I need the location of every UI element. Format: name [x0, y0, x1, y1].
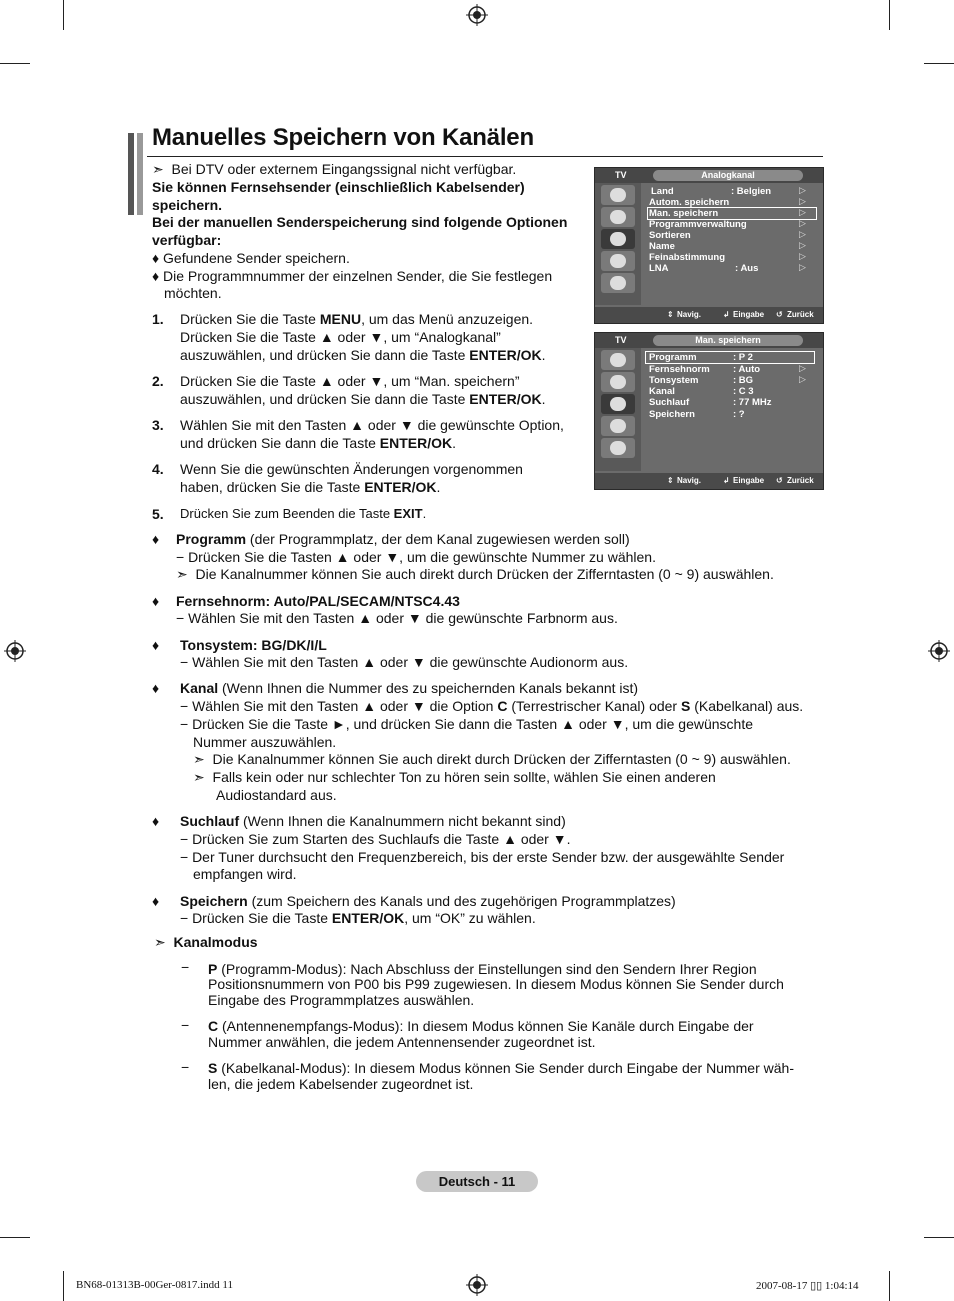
back-label: Zurück [787, 310, 814, 319]
crop-mark [0, 1237, 30, 1238]
step1-line1: Drücken Sie die Taste MENU, um das Menü anzuzeigen. [180, 311, 534, 327]
osd-value-fernsehnorm: : Auto [733, 364, 761, 375]
intro-bullet1: ♦ Gefundene Sender speichern. [152, 250, 350, 266]
option-kanal-desc2a: − Drücken Sie die Taste ►, und drücken Sie dann die Tasten ▲ oder ▼, um die gewünschte [180, 716, 753, 732]
crop-mark [924, 63, 954, 64]
page-number-badge: Deutsch - 11 [416, 1171, 538, 1192]
kanalmodus-p-line1: P (Programm-Modus): Nach Abschluss der Einstellungen sind den Sendern Ihrer Region [208, 961, 757, 977]
page-title: Manuelles Speichern von Kanälen [152, 124, 534, 151]
step2-number: 2. [152, 373, 164, 389]
crop-mark [889, 1271, 890, 1301]
osd-item-fernsehnorm[interactable]: Fernsehnorm [649, 364, 710, 375]
registration-mark-icon [466, 4, 488, 26]
title-rule [147, 156, 823, 157]
kanalmodus-s-line1: S (Kabelkanal-Modus): In diesem Modus können Sie Sender durch Eingabe der Nummer wäh- [208, 1060, 794, 1076]
osd-item-land[interactable]: Land [651, 186, 674, 197]
osd-footer [595, 307, 823, 323]
osd-value-kanal: : C 3 [733, 386, 754, 397]
osd-value-suchlauf: : 77 MHz [733, 397, 772, 408]
registration-mark-icon [4, 640, 26, 662]
kanalmodus-s-line2: len, die jedem Kabelsender zugeordnet ist. [208, 1076, 474, 1092]
step1-line3: auszuwählen, und drücken Sie dann die Taste ENTER/OK. [180, 347, 546, 363]
osd-value-speichern: : ? [733, 409, 745, 420]
dash-icon: − [181, 1017, 190, 1033]
setup-menu-icon[interactable] [601, 416, 635, 436]
step3-number: 3. [152, 417, 164, 433]
option-kanal-desc1: − Wählen Sie mit den Tasten ▲ oder ▼ die Option C (Terrestrischer Kanal) oder S (Kabelkanal) aus. [180, 698, 804, 714]
back-icon: ↺ [776, 476, 783, 485]
chevron-right-icon: ▷ [799, 218, 806, 228]
option-tonsystem-desc1: − Wählen Sie mit den Tasten ▲ oder ▼ die gewünschte Audionorm aus. [180, 654, 629, 670]
bullet-icon: ♦ [152, 637, 160, 653]
osd-item-sortieren[interactable]: Sortieren [649, 230, 691, 241]
option-kanal-note2a: ➣ Falls kein oder nur schlechter Ton zu hören sein sollte, wählen Sie einen anderen [193, 769, 716, 785]
step4-number: 4. [152, 461, 164, 477]
osd-source: TV [615, 335, 627, 345]
step2-line2: auszuwählen, und drücken Sie dann die Taste ENTER/OK. [180, 391, 546, 407]
option-kanal-note2b: Audiostandard aus. [216, 787, 337, 803]
navig-label: Navig. [677, 310, 702, 319]
osd-value-land: : Belgien [731, 186, 772, 197]
kanalmodus-c-line2: Nummer anwählen, die jedem Antennensender zugeordnet ist. [208, 1034, 596, 1050]
intro-bold1b: speichern. [152, 197, 223, 213]
osd-value-lna: : Aus [735, 263, 759, 274]
chevron-right-icon: ▷ [799, 185, 806, 195]
bullet-icon: ♦ [152, 531, 160, 547]
navig-icon: ⇕ [667, 476, 674, 485]
navig-label: Navig. [677, 476, 702, 485]
dash-icon: − [181, 959, 190, 975]
chevron-right-icon: ▷ [799, 251, 806, 261]
title-bar-light [137, 133, 143, 215]
chevron-right-icon: ▷ [799, 229, 806, 239]
dash-icon: − [181, 1059, 190, 1075]
step3-line2: und drücken Sie dann die Taste ENTER/OK. [180, 435, 457, 451]
navig-icon: ⇕ [667, 310, 674, 319]
crop-mark [63, 1271, 64, 1301]
registration-mark-icon [928, 640, 950, 662]
setup-menu-icon[interactable] [601, 251, 635, 271]
back-label: Zurück [787, 476, 814, 485]
crop-mark [924, 1237, 954, 1238]
option-fernsehnorm-desc1: − Wählen Sie mit den Tasten ▲ oder ▼ die gewünschte Farbnorm aus. [176, 610, 618, 626]
kanalmodus-p-line3: Eingabe des Programmplatzes auswählen. [208, 992, 475, 1008]
step4-line2: haben, drücken Sie die Taste ENTER/OK. [180, 479, 441, 495]
intro-bold2a: Bei der manuellen Senderspeicherung sind folgende Optionen [152, 214, 568, 230]
bullet-icon: ♦ [152, 680, 160, 696]
option-suchlauf-desc2b: empfangen wird. [193, 866, 297, 882]
enter-icon: ↲ [723, 476, 730, 485]
chevron-right-icon: ▷ [799, 363, 806, 373]
osd-item-feinabstimmung[interactable]: Feinabstimmung [649, 252, 726, 263]
osd-item-autom-speichern[interactable]: Autom. speichern [649, 197, 730, 208]
crop-mark [0, 63, 30, 64]
enter-label: Eingabe [733, 476, 765, 485]
bullet-icon: ♦ [152, 893, 160, 909]
footer-timestamp: 2007-08-17 ▯▯ 1:04:14 [756, 1280, 859, 1292]
title-bar-dark [128, 133, 134, 215]
osd-value-tonsystem: : BG [733, 375, 754, 386]
osd-title: Analogkanal [653, 170, 803, 181]
intro-note: ➣ Bei DTV oder externem Eingangssignal nicht verfügbar. [152, 161, 517, 177]
note-arrow-icon: ➣ [193, 751, 205, 767]
osd-side-menu [595, 183, 641, 305]
step5-line1: Drücken Sie zum Beenden die Taste EXIT. [180, 506, 427, 521]
osd-source: TV [615, 170, 627, 180]
option-speichern-desc1: − Drücken Sie die Taste ENTER/OK, um “OK” zu wählen. [180, 910, 536, 926]
picture-menu-icon[interactable] [601, 185, 635, 205]
intro-bold1a: Sie können Fernsehsender (einschließlich Kabelsender) [152, 179, 525, 195]
step2-line1: Drücken Sie die Taste ▲ oder ▼, um “Man. speichern” [180, 373, 520, 389]
registration-mark-icon [466, 1274, 488, 1296]
step1-line2: Drücken Sie die Taste ▲ oder ▼, um “Analogkanal” [180, 329, 501, 345]
kanalmodus-p-line2: Positionsnummern von P00 bis P99 zugewiesen. In diesem Modus können Sie Sender durch [208, 976, 784, 992]
channel-menu-icon[interactable] [601, 229, 635, 249]
step5-number: 5. [152, 506, 164, 522]
enter-label: Eingabe [733, 310, 765, 319]
crop-mark [63, 0, 64, 30]
crop-mark [889, 0, 890, 30]
chevron-right-icon: ▷ [799, 374, 806, 384]
osd-analogkanal [594, 167, 824, 324]
osd-item-man-speichern[interactable]: Man. speichern [649, 208, 719, 219]
option-tonsystem: Tonsystem: BG/DK/I/L [180, 637, 327, 653]
option-programm-note: ➣ Die Kanalnummer können Sie auch direkt durch Drücken der Zifferntasten (0 ~ 9) auswählen. [176, 566, 774, 582]
picture-menu-icon[interactable] [601, 350, 635, 370]
sound-menu-icon[interactable] [601, 207, 635, 227]
osd-item-lna[interactable]: LNA [649, 263, 669, 274]
intro-bold2b: verfügbar: [152, 232, 222, 248]
osd-value-programm: : P 2 [733, 352, 753, 363]
option-programm-desc1: − Drücken Sie die Tasten ▲ oder ▼, um die gewünschte Nummer zu wählen. [176, 549, 656, 565]
chevron-right-icon: ▷ [799, 240, 806, 250]
option-kanal-desc2b: Nummer auszuwählen. [193, 734, 337, 750]
osd-man-speichern [594, 332, 824, 490]
note-arrow-icon: ➣ [176, 566, 188, 582]
option-suchlauf-desc1: − Drücken Sie zum Starten des Suchlaufs die Taste ▲ oder ▼. [180, 831, 571, 847]
osd-side-menu [595, 348, 641, 471]
osd-item-programm[interactable]: Programm [649, 352, 697, 363]
osd-item-speichern[interactable]: Speichern [649, 409, 695, 420]
step4-line1: Wenn Sie die gewünschten Änderungen vorgenommen [180, 461, 523, 477]
note-arrow-icon: ➣ [193, 769, 205, 785]
osd-item-suchlauf[interactable]: Suchlauf [649, 397, 690, 408]
option-suchlauf: Suchlauf (Wenn Ihnen die Kanalnummern nicht bekannt sind) [180, 813, 566, 829]
footer-filename: BN68-01313B-00Ger-0817.indd 11 [76, 1279, 234, 1291]
osd-item-name[interactable]: Name [649, 241, 675, 252]
bullet-icon: ♦ [152, 593, 160, 609]
kanalmodus-heading: ➣ Kanalmodus [154, 934, 258, 950]
osd-title: Man. speichern [653, 335, 803, 346]
step1-number: 1. [152, 311, 164, 327]
sound-menu-icon[interactable] [601, 372, 635, 392]
chevron-right-icon: ▷ [799, 196, 806, 206]
chevron-right-icon: ▷ [799, 262, 806, 272]
option-fernsehnorm: Fernsehnorm: Auto/PAL/SECAM/NTSC4.43 [176, 593, 460, 609]
step3-line1: Wählen Sie mit den Tasten ▲ oder ▼ die gewünschte Option, [180, 417, 564, 433]
option-kanal-note1: ➣ Die Kanalnummer können Sie auch direkt durch Drücken der Zifferntasten (0 ~ 9) auswählen. [193, 751, 791, 767]
osd-footer [595, 473, 823, 489]
osd-item-programmverwaltung[interactable]: Programmverwaltung [649, 219, 747, 230]
intro-bullet2b: möchten. [164, 285, 222, 301]
enter-icon: ↲ [723, 310, 730, 319]
kanalmodus-c-line1: C (Antennenempfangs-Modus): In diesem Modus können Sie Kanäle durch Eingabe der [208, 1018, 754, 1034]
option-kanal: Kanal (Wenn Ihnen die Nummer des zu speichernden Kanals bekannt ist) [180, 680, 639, 696]
note-arrow-icon: ➣ [154, 934, 166, 950]
channel-menu-icon[interactable] [601, 394, 635, 414]
osd-item-tonsystem[interactable]: Tonsystem [649, 375, 699, 386]
option-suchlauf-desc2a: − Der Tuner durchsucht den Frequenzbereich, bis der erste Sender bzw. der ausgewählte Sender [180, 849, 785, 865]
back-icon: ↺ [776, 310, 783, 319]
note-arrow-icon: ➣ [152, 161, 164, 177]
chevron-right-icon: ▷ [799, 207, 806, 217]
input-menu-icon[interactable] [601, 273, 635, 293]
input-menu-icon[interactable] [601, 438, 635, 458]
option-speichern: Speichern (zum Speichern des Kanals und des zugehörigen Programmplatzes) [180, 893, 676, 909]
option-programm: Programm (der Programmplatz, der dem Kanal zugewiesen werden soll) [176, 531, 630, 547]
intro-bullet2a: ♦ Die Programmnummer der einzelnen Sender, die Sie festlegen [152, 268, 553, 284]
bullet-icon: ♦ [152, 813, 160, 829]
osd-item-kanal[interactable]: Kanal [649, 386, 675, 397]
